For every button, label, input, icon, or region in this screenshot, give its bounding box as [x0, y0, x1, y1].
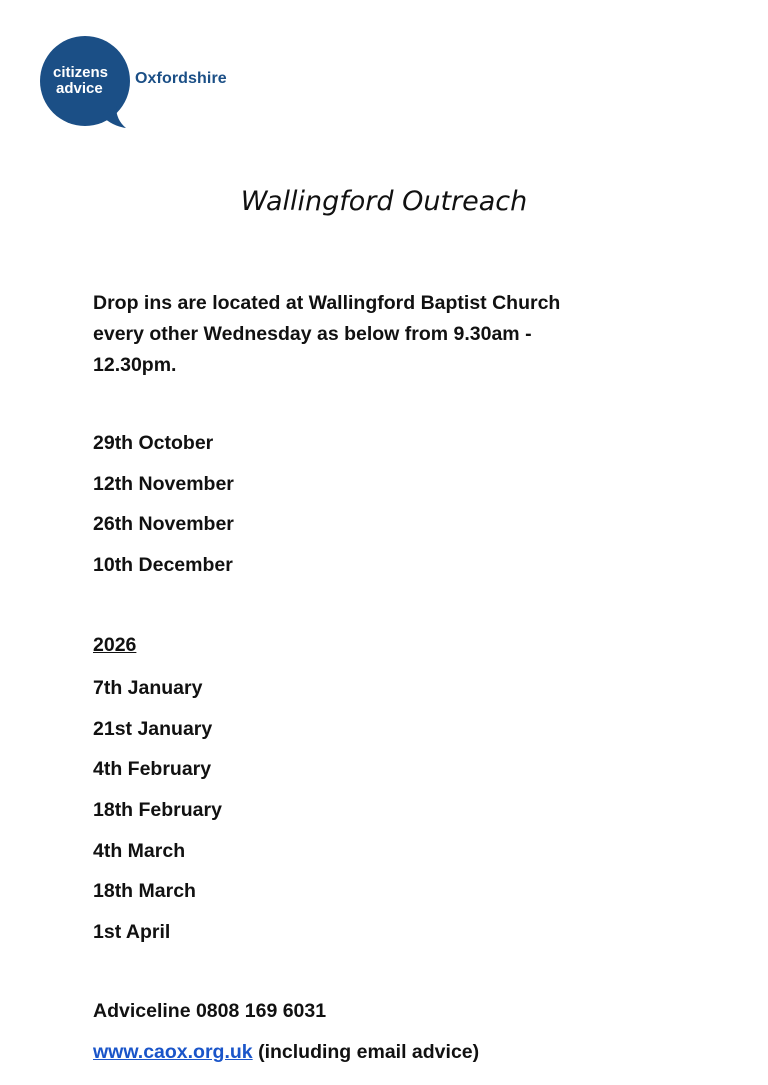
logo-text-citizens: citizens: [53, 64, 109, 81]
intro-line: Drop ins are located at Wallingford Baptist Church: [93, 292, 561, 314]
date-item: 7th January: [93, 677, 203, 699]
website-suffix: (including email advice): [252, 1041, 480, 1063]
date-item: 12th November: [93, 472, 234, 495]
dates-list-2025: [93, 430, 234, 593]
date-item: 26th November: [93, 513, 234, 536]
date-item: 18th March: [93, 880, 196, 903]
date-item: 21st January: [93, 717, 213, 740]
website-link[interactable]: www.caox.org.uk: [93, 1041, 253, 1063]
intro-line: every other Wednesday as below from 9.30am -: [93, 323, 532, 345]
year-heading: 2026: [93, 634, 137, 656]
intro-paragraph: [93, 288, 653, 381]
date-item: 4th February: [93, 758, 212, 781]
intro-line: 12.30pm.: [93, 354, 177, 376]
date-item: 10th December: [93, 554, 233, 577]
logo-region: Oxfordshire: [135, 70, 227, 87]
page-title: Wallingford Outreach: [240, 186, 528, 217]
date-item: 1st April: [93, 921, 171, 944]
date-item: 29th October: [93, 432, 214, 454]
citizens-advice-logo: [40, 36, 240, 132]
website-line: [93, 1041, 479, 1064]
adviceline-phone: Adviceline 0808 169 6031: [93, 1000, 327, 1022]
logo-text-advice: advice: [56, 80, 103, 97]
date-item: 18th February: [93, 799, 222, 822]
dates-list-2026: [93, 675, 222, 960]
date-item: 4th March: [93, 839, 186, 862]
